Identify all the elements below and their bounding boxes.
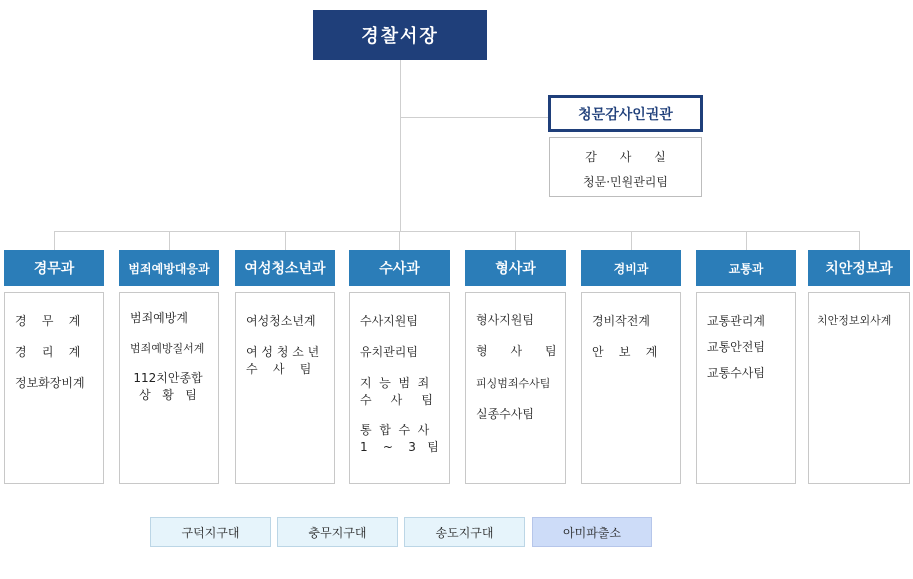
team-label: 유치관리팀 [360, 345, 418, 359]
audit-branch-line [400, 117, 549, 118]
dept-drop-5 [515, 231, 516, 250]
dept-header: 여성청소년과 [235, 250, 335, 286]
dept-drop-3 [285, 231, 286, 250]
dept-teams-box [119, 292, 219, 484]
dept-teams-box [581, 292, 681, 484]
team-label: 교통수사팀 [707, 366, 765, 380]
dept-drop-1 [54, 231, 55, 250]
audit-unit: 감 사 실 [585, 150, 666, 164]
team-label: 지 능 범 죄 수 사 팀 [360, 376, 433, 407]
dept-teams-box [4, 292, 104, 484]
audit-units-box [549, 137, 702, 197]
team-label: 수사지원팀 [360, 314, 418, 328]
team-label: 피싱범죄수사팀 [476, 377, 551, 390]
team-label: 치안정보외사계 [817, 314, 892, 327]
dept-drop-7 [746, 231, 747, 250]
trunk-line [400, 60, 401, 232]
substation-box: 구덕지구대 [150, 517, 271, 547]
dept-header: 교통과 [696, 250, 796, 286]
team-label: 통 합 수 사 1 ~ 3 팀 [360, 423, 439, 454]
team-label: 범죄예방계 [130, 311, 188, 325]
team-label: 범죄예방질서계 [130, 342, 205, 355]
dept-header: 범죄예방대응과 [119, 250, 219, 286]
audit-unit: 청문·민원관리팀 [583, 175, 668, 189]
team-label: 정보화장비계 [15, 376, 85, 390]
dept-header: 경비과 [581, 250, 681, 286]
team-label: 경비작전계 [592, 314, 650, 328]
dept-header: 형사과 [465, 250, 566, 286]
team-label: 교통안전팀 [707, 340, 765, 354]
team-label: 교통관리계 [707, 314, 765, 328]
dept-teams-box [808, 292, 910, 484]
chief-box: 경찰서장 [313, 10, 487, 60]
team-label: 여성청소년계 [246, 314, 316, 328]
team-label: 형 사 팀 [476, 344, 557, 358]
team-label: 경 무 계 [15, 314, 81, 328]
dept-bus-line [54, 231, 859, 232]
dept-drop-2 [169, 231, 170, 250]
dept-drop-8 [859, 231, 860, 250]
dept-teams-box [235, 292, 335, 484]
substation-box: 송도지구대 [404, 517, 525, 547]
dept-header: 치안정보과 [808, 250, 910, 286]
team-label: 여 성 청 소 년 수 사 팀 [246, 345, 320, 376]
team-label: 형사지원팀 [476, 313, 534, 327]
dept-teams-box [696, 292, 796, 484]
substation-box: 아미파출소 [532, 517, 652, 547]
team-label: 112치안종합 상 황 팀 [133, 371, 203, 402]
dept-teams-box [349, 292, 450, 484]
substation-box: 충무지구대 [277, 517, 398, 547]
audit-officer-box: 청문감사인권관 [548, 95, 703, 132]
team-label: 실종수사팀 [476, 407, 534, 421]
dept-drop-4 [399, 231, 400, 250]
team-label: 경 리 계 [15, 345, 81, 359]
dept-header: 수사과 [349, 250, 450, 286]
dept-teams-box [465, 292, 566, 484]
dept-drop-6 [631, 231, 632, 250]
dept-header: 경무과 [4, 250, 104, 286]
team-label: 안 보 계 [592, 345, 658, 359]
